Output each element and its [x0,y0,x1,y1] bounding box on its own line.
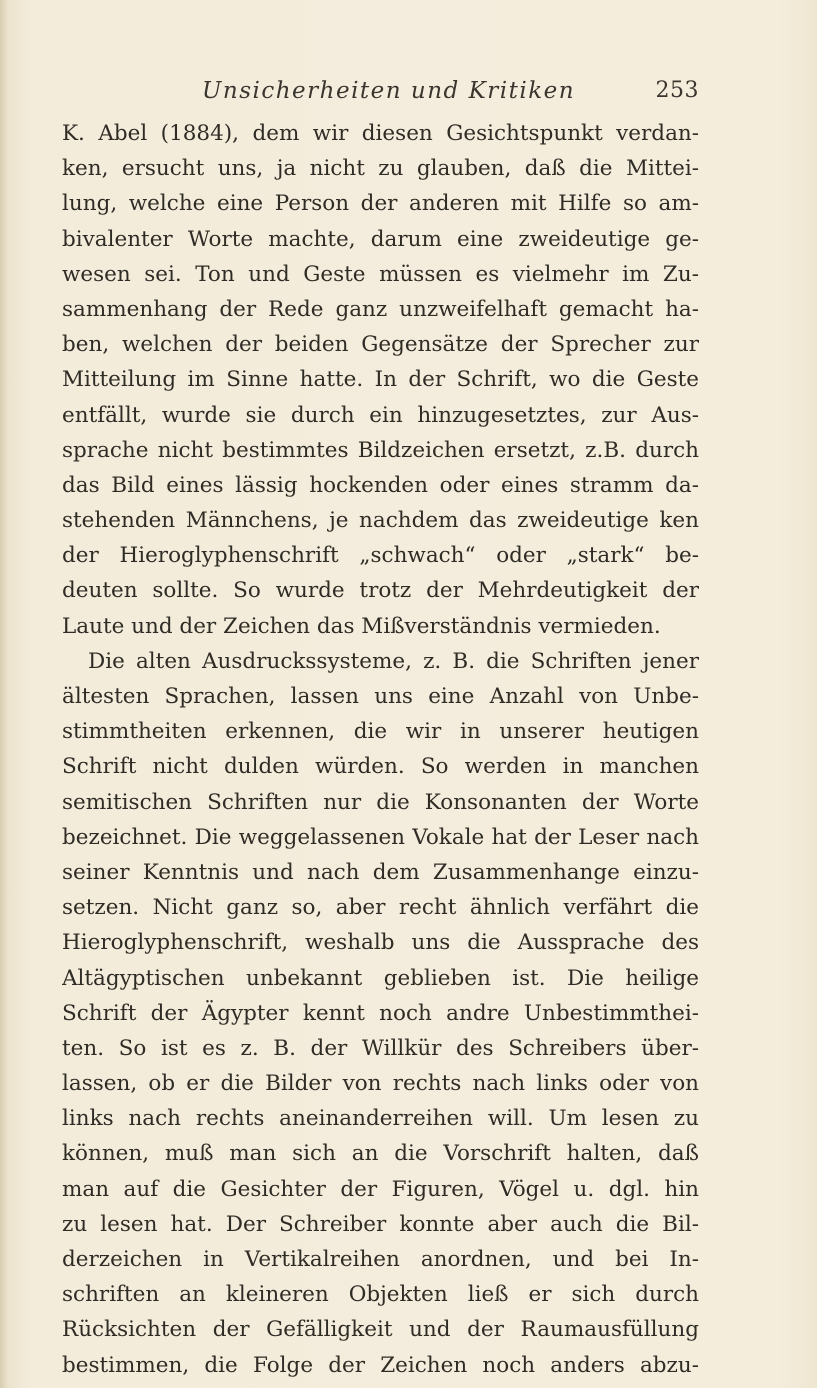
text-line: wesen sei. Ton und Geste müssen es vielmehr im Zu- [62,261,699,287]
text-line: Rücksichten der Gefälligkeit und der Raumausfüllung [62,1317,699,1343]
text-line: sprache nicht bestimmtes Bildzeichen ersetzt, z.B. durch [62,437,699,463]
body-text [62,116,699,1383]
text-line: links nach rechts aneinanderreihen will. Um lesen zu [62,1106,699,1132]
text-line: Hieroglyphenschrift, weshalb uns die Aussprache des [62,930,699,956]
text-line: Altägyptischen unbekannt geblieben ist. Die heilige [62,965,699,991]
text-line: stehenden Männchens, je nachdem das zweideutige ken [62,508,699,534]
text-line: entfällt, wurde sie durch ein hinzugesetztes, zur Aus- [62,402,699,428]
text-line: man auf die Gesichter der Figuren, Vögel u. dgl. hin [62,1176,699,1202]
page-header [62,74,699,108]
text-line: semitischen Schriften nur die Konsonanten der Worte [62,789,699,815]
text-line: zu lesen hat. Der Schreiber konnte aber auch die Bil- [62,1211,699,1237]
text-line: schriften an kleineren Objekten ließ er sich durch [62,1282,699,1308]
text-line: lassen, ob er die Bilder von rechts nach links oder von [62,1071,699,1097]
text-line: bezeichnet. Die weggelassenen Vokale hat der Leser nach [62,824,699,850]
text-line: sammenhang der Rede ganz unzweifelhaft gemacht ha- [62,296,699,322]
text-line: bivalenter Worte machte, darum eine zweideutige ge- [62,226,699,252]
text-line: ältesten Sprachen, lassen uns eine Anzahl von Unbe- [62,684,699,709]
page-number: 253 [655,78,699,103]
text-line: deuten sollte. So wurde trotz der Mehrdeutigkeit der [62,578,699,604]
text-line: das Bild eines lässig hockenden oder eines stramm da- [62,472,699,498]
text-line: ten. So ist es z. B. der Willkür des Schreibers über- [62,1035,699,1061]
text-line: Mitteilung im Sinne hatte. In der Schrift, wo die Geste [62,367,699,393]
text-line: Laute und der Zeichen das Mißverständnis vermieden. [62,613,661,639]
text-line: derzeichen in Vertikalreihen anordnen, und bei In- [62,1247,699,1272]
text-line: der Hieroglyphenschrift „schwach“ oder „stark“ be- [62,543,699,569]
text-line: lung, welche eine Person der anderen mit Hilfe so am- [62,191,699,217]
page-fold-shadow [0,0,8,1388]
text-line: Schrift der Ägypter kennt noch andre Unbestimmthei- [62,1000,699,1026]
text-line: ken, ersucht uns, ja nicht zu glauben, daß die Mittei- [62,156,699,182]
text-line: ben, welchen der beiden Gegensätze der Sprecher zur [62,332,699,358]
text-line: Die alten Ausdruckssysteme, z. B. die Schriften jener [88,648,699,674]
text-line: setzen. Nicht ganz so, aber recht ähnlich verfährt die [62,895,699,921]
text-line: stimmtheiten erkennen, die wir in unserer heutigen [62,719,699,745]
text-line: K. Abel (1884), dem wir diesen Gesichtspunkt verdan- [62,121,699,146]
text-line: bestimmen, die Folge der Zeichen noch anders abzu- [62,1352,699,1378]
running-head: Unsicherheiten und Kritiken [202,78,576,104]
text-line: seiner Kenntnis und nach dem Zusammenhange einzu- [62,859,699,885]
text-line: Schrift nicht dulden würden. So werden in manchen [62,754,699,780]
text-line: können, muß man sich an die Vorschrift halten, daß [62,1141,699,1167]
